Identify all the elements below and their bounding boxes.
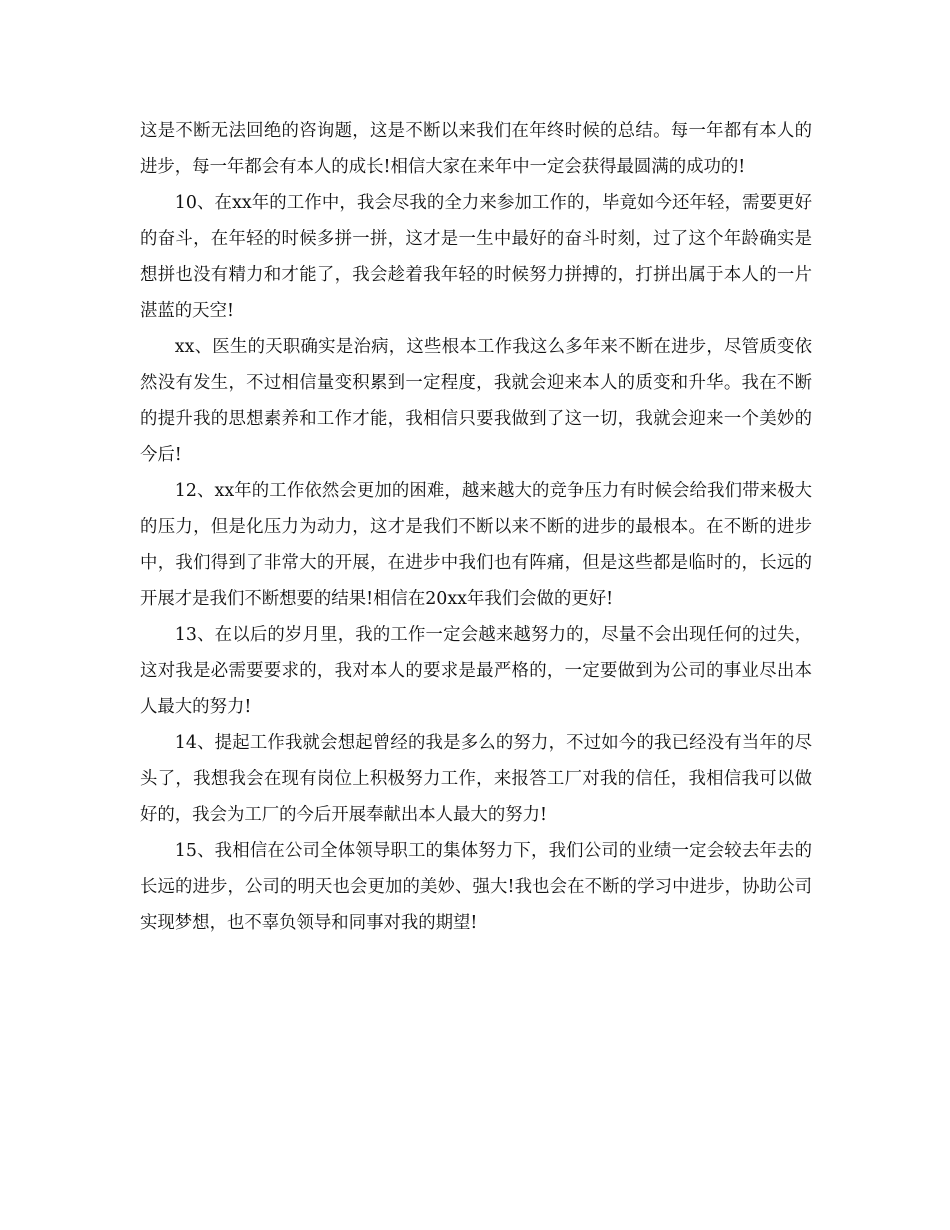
paragraph-intro: 这是不断无法回绝的咨询题，这是不断以来我们在年终时候的总结。每一年都有本人的进步，每一年都会有本人的成长!相信大家在来年中一定会获得最圆满的成功的! [140, 121, 812, 177]
paragraph-12: 12、xx年的工作依然会更加的困难，越来越大的竞争压力有时候会给我们带来极大的压力，但是化压力为动力，这才是我们不断以来不断的进步的最根本。在不断的进步中，我们得到了非常大的开展，在进步中我们也有阵痛，但是这些都是临时的，长远的开展才是我们不断想要的结果!相信在20xx年我们会做的更好! [140, 481, 812, 609]
paragraph-13: 13、在以后的岁月里，我的工作一定会越来越努力的，尽量不会出现任何的过失，这对我是必需要要求的，我对本人的要求是最严格的，一定要做到为公司的事业尽出本人最大的努力! [140, 625, 812, 717]
paragraph-14: 14、提起工作我就会想起曾经的我是多么的努力，不过如今的我已经没有当年的尽头了，我想我会在现有岗位上积极努力工作，来报答工厂对我的信任，我相信我可以做好的，我会为工厂的今后开展奉献出本人最大的努力! [140, 733, 812, 825]
paragraph-10: 10、在xx年的工作中，我会尽我的全力来参加工作的，毕竟如今还年轻，需要更好的奋斗，在年轻的时候多拼一拼，这才是一生中最好的奋斗时刻，过了这个年龄确实是想拼也没有精力和才能了，我会趁着我年轻的时候努力拼搏的，打拼出属于本人的一片湛蓝的天空! [140, 193, 812, 321]
paragraph-xx: xx、医生的天职确实是治病，这些根本工作我这么多年来不断在进步，尽管质变依然没有发生，不过相信量变积累到一定程度，我就会迎来本人的质变和升华。我在不断的提升我的思想素养和工作才能，我相信只要我做到了这一切，我就会迎来一个美妙的今后! [140, 337, 812, 465]
document-body [140, 113, 812, 941]
paragraph-15: 15、我相信在公司全体领导职工的集体努力下，我们公司的业绩一定会较去年去的长远的进步，公司的明天也会更加的美妙、强大!我也会在不断的学习中进步，协助公司实现梦想，也不辜负领导和同事对我的期望! [140, 841, 812, 933]
